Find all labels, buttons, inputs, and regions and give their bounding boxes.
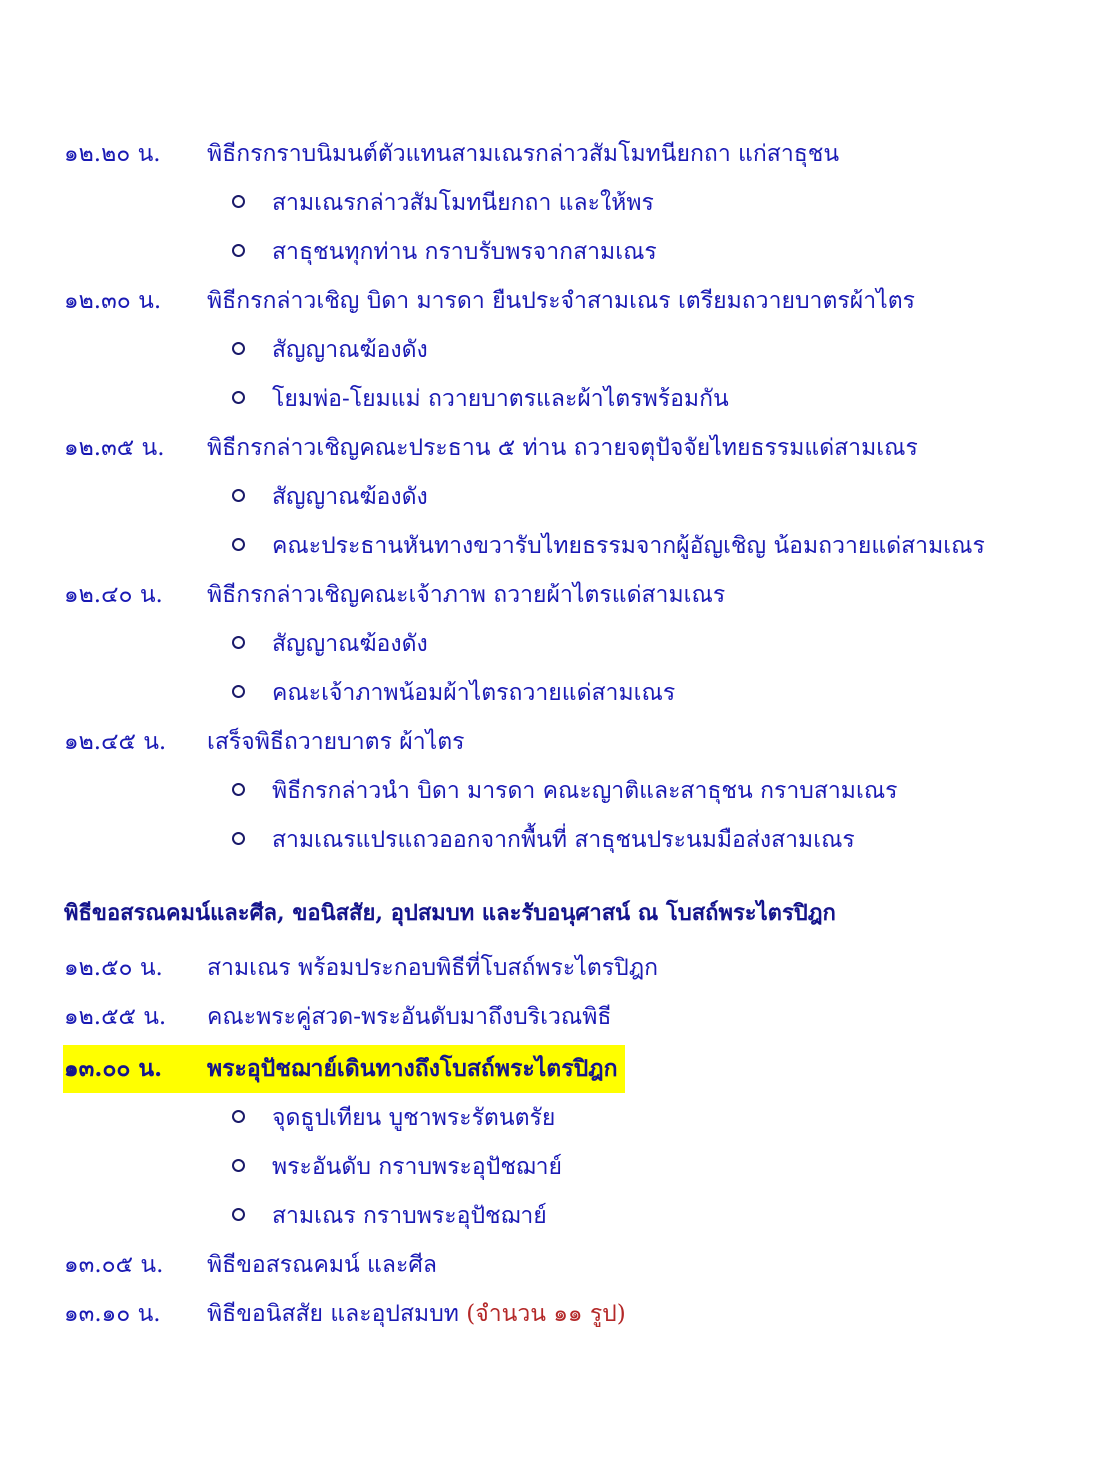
subitem-text: คณะเจ้าภาพน้อมผ้าไตรถวายแด่สามเณร [272, 680, 676, 706]
circle-bullet-icon [232, 685, 245, 698]
circle-bullet-icon [232, 636, 245, 649]
circle-bullet-icon [232, 783, 245, 796]
circle-bullet-icon [232, 1110, 245, 1123]
circle-bullet-icon [232, 244, 245, 257]
circle-bullet-icon [232, 195, 245, 208]
entry-time: ๑๒.๔๕ น. [64, 729, 167, 755]
entry-text: พิธีขอสรณคมน์ และศีล [207, 1252, 438, 1278]
entry-time: ๑๒.๔๐ น. [64, 582, 163, 608]
entry-time: ๑๒.๒๐ น. [64, 141, 161, 167]
circle-bullet-icon [232, 538, 245, 551]
subitem-text: คณะประธานหันทางขวารับไทยธรรมจากผู้อัญเชิญ น้อมถวายแด่สามเณร [272, 533, 985, 559]
subitem-text: สัญญาณฆ้องดัง [272, 631, 428, 657]
circle-bullet-icon [232, 1159, 245, 1172]
entry-time: ๑๒.๓๕ น. [64, 435, 165, 461]
subitem-text: พระอันดับ กราบพระอุปัชฌาย์ [272, 1154, 562, 1180]
circle-bullet-icon [232, 489, 245, 502]
subitem-text: จุดธูปเทียน บูชาพระรัตนตรัย [272, 1105, 556, 1131]
subitem-text: สัญญาณฆ้องดัง [272, 337, 428, 363]
entry-time: ๑๒.๕๕ น. [64, 1004, 167, 1030]
circle-bullet-icon [232, 1208, 245, 1221]
section-heading: พิธีขอสรณคมน์และศีล, ขอนิสสัย, อุปสมบท และรับอนุศาสน์ ณ โบสถ์พระไตรปิฎก [64, 900, 836, 926]
circle-bullet-icon [232, 342, 245, 355]
subitem-text: โยมพ่อ-โยมแม่ ถวายบาตรและผ้าไตรพร้อมกัน [272, 386, 729, 412]
entry-text-main: พิธีขอนิสสัย และอุปสมบท [207, 1301, 459, 1327]
entry-text: เสร็จพิธีถวายบาตร ผ้าไตร [207, 729, 465, 755]
entry-text: พิธีกรกล่าวเชิญคณะประธาน ๕ ท่าน ถวายจตุปัจจัยไทยธรรมแด่สามเณร [207, 435, 918, 461]
circle-bullet-icon [232, 832, 245, 845]
entry-text: พิธีกรกล่าวเชิญคณะเจ้าภาพ ถวายผ้าไตรแด่สามเณร [207, 582, 726, 608]
entry-time: ๑๒.๕๐ น. [64, 955, 163, 981]
entry-text: พระอุปัชฌาย์เดินทางถึงโบสถ์พระไตรปิฎก [207, 1055, 618, 1082]
subitem-text: สัญญาณฆ้องดัง [272, 484, 428, 510]
entry-time: ๑๓.๐๕ น. [64, 1252, 164, 1278]
entry-time: ๑๓.๑๐ น. [64, 1301, 161, 1327]
subitem-text: สามเณร กราบพระอุปัชฌาย์ [272, 1203, 547, 1229]
entry-text: พิธีกรกราบนิมนต์ตัวแทนสามเณรกล่าวสัมโมทนียกถา แก่สาธุชน [207, 141, 840, 167]
subitem-text: สาธุชนทุกท่าน กราบรับพรจากสามเณร [272, 239, 657, 265]
entry-text [207, 1294, 626, 1334]
entry-time: ๑๓.๐๐ น. [64, 1055, 163, 1082]
entry-time: ๑๒.๓๐ น. [64, 288, 162, 314]
quantity-note: (จำนวน ๑๑ รูป) [466, 1301, 626, 1327]
entry-text: คณะพระคู่สวด-พระอันดับมาถึงบริเวณพิธี [207, 1004, 612, 1030]
circle-bullet-icon [232, 391, 245, 404]
subitem-text: สามเณรกล่าวสัมโมทนียกถา และให้พร [272, 190, 654, 216]
subitem-text: พิธีกรกล่าวนำ บิดา มารดา คณะญาติและสาธุชน กราบสามเณร [272, 778, 898, 804]
entry-text: พิธีกรกล่าวเชิญ บิดา มารดา ยืนประจำสามเณร เตรียมถวายบาตรผ้าไตร [207, 288, 916, 314]
subitem-text: สามเณรแปรแถวออกจากพื้นที่ สาธุชนประนมมือส่งสามเณร [272, 827, 855, 853]
entry-text: สามเณร พร้อมประกอบพิธีที่โบสถ์พระไตรปิฎก [207, 955, 659, 981]
